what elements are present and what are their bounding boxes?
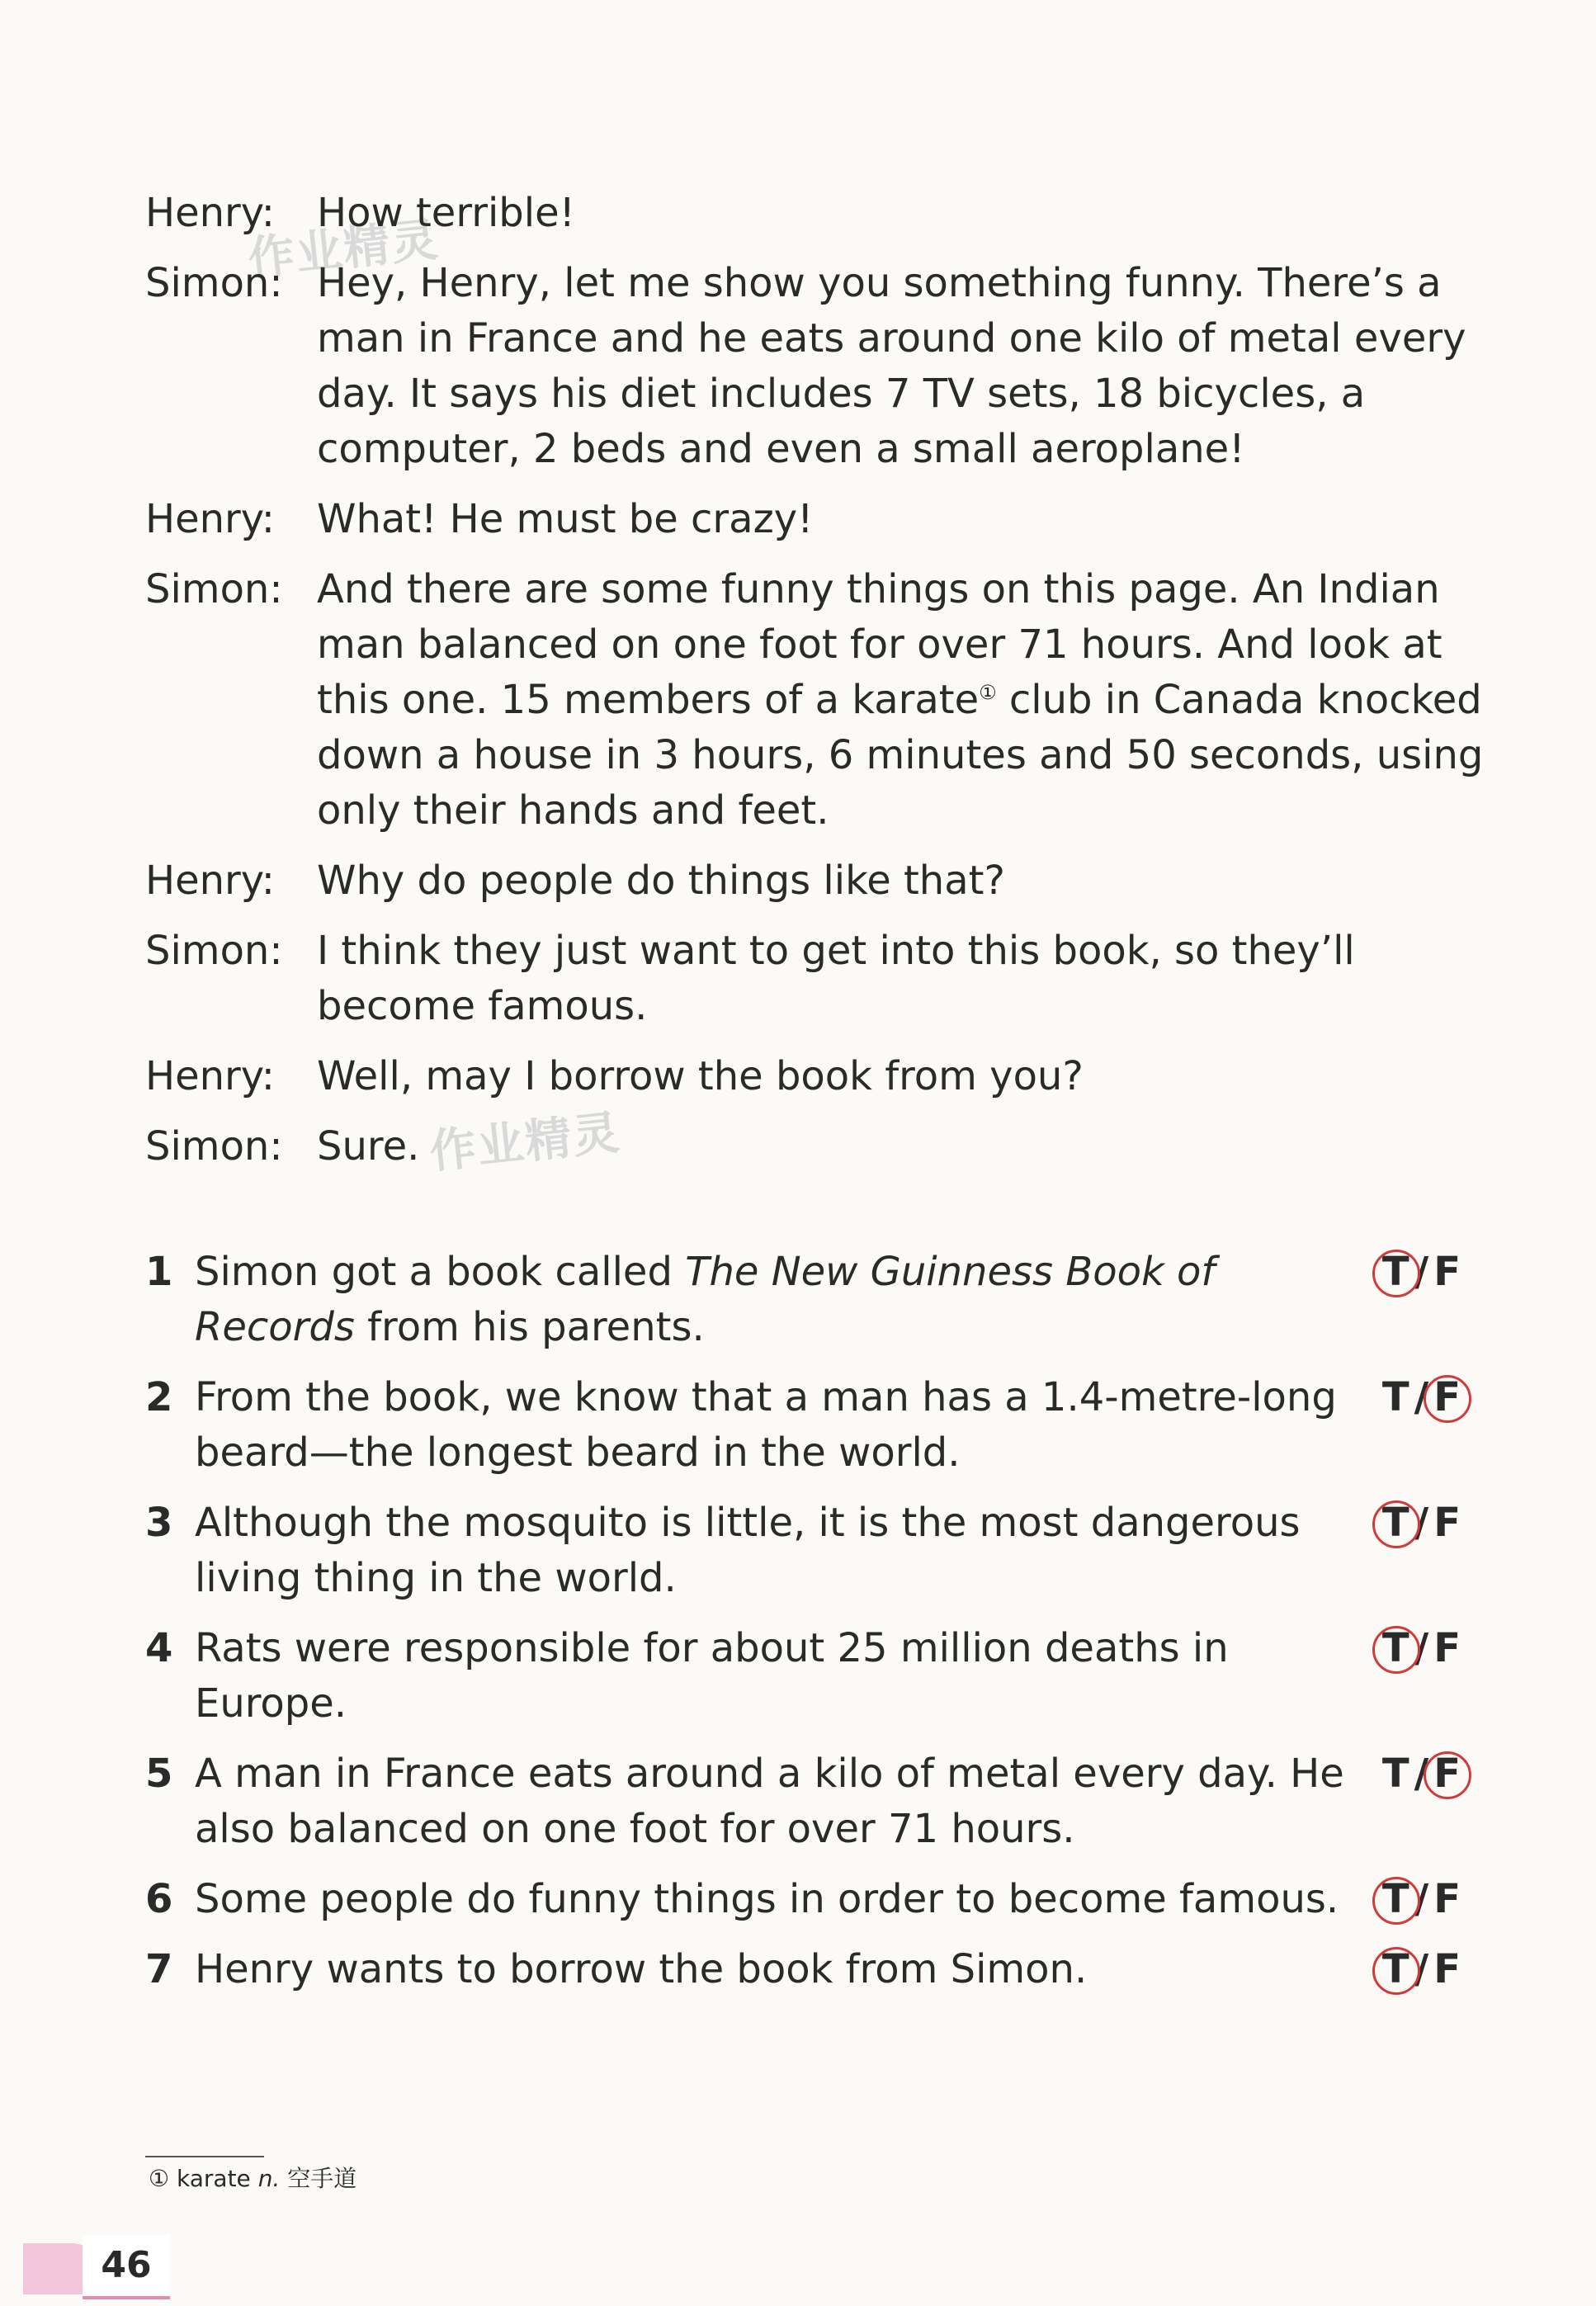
answer-circle (1424, 1375, 1471, 1423)
question-number: 1 (145, 1249, 173, 1295)
true-false-questions (145, 1245, 1499, 2012)
true-false-choice[interactable] (1350, 1370, 1499, 1481)
question-text: Although the mosquito is little, it is the most dangerous living thing in the world. (195, 1500, 1301, 1601)
speaker-label: Henry: (145, 858, 275, 904)
question-text: A man in France eats around a kilo of metal every day. He also balanced on one foot for over 71 hours. (195, 1751, 1344, 1852)
dialogue-line (145, 256, 1499, 477)
answer-circle (1372, 1500, 1420, 1548)
watermark-top: 作业精灵 (245, 213, 442, 286)
true-letter: T (1381, 1500, 1409, 1546)
footnote-mark: ① (149, 2165, 170, 2192)
false-letter: F (1433, 1374, 1461, 1420)
question-number: 7 (145, 1946, 173, 1992)
watermark-middle: 作业精灵 (427, 1106, 624, 1179)
question-item (145, 1496, 1499, 1606)
dialogue-line (145, 924, 1499, 1034)
question-item (145, 1621, 1499, 1732)
true-option[interactable] (1377, 1621, 1414, 1676)
answer-circle (1372, 1947, 1420, 1995)
true-option[interactable] (1377, 1496, 1414, 1551)
dialogue-line (145, 562, 1499, 839)
dialogue-line (145, 1049, 1499, 1104)
choice-separator: / (1414, 1249, 1429, 1295)
question-text: Henry wants to borrow the book from Simon. (195, 1946, 1088, 1992)
dialogue (145, 186, 1499, 1189)
true-letter: T (1381, 1625, 1409, 1671)
speaker-label: Henry: (145, 1053, 275, 1099)
false-option[interactable] (1428, 1621, 1466, 1676)
speech-text: Hey, Henry, let me show you something funny. There’s a man in France and he eats around one kilo of metal every day. It says his diet includes 7 TV sets, 18 bicycles, a computer, 2 beds and even a small aeroplane! (317, 260, 1466, 472)
footnote-meaning: 空手道 (287, 2165, 357, 2192)
footnote-word: karate (177, 2165, 251, 2192)
question-number: 5 (145, 1751, 173, 1797)
choice-separator: / (1414, 1374, 1429, 1420)
false-letter: F (1433, 1946, 1461, 1992)
true-false-choice[interactable] (1350, 1496, 1499, 1606)
true-false-choice[interactable] (1350, 1746, 1499, 1857)
true-option[interactable] (1377, 1872, 1414, 1927)
footnote-reference: ① (979, 681, 997, 704)
speech-text-part: And there are some funny things on this page. An Indian man balanced on one foot for over 71 hours. And look at this one. 15 members of a karate (317, 566, 1443, 723)
footnote-divider (145, 2156, 264, 2157)
false-letter: F (1433, 1876, 1461, 1922)
question-text: Rats were responsible for about 25 million deaths in Europe. (195, 1625, 1229, 1727)
speech-text: What! He must be crazy! (317, 496, 814, 542)
true-false-choice[interactable] (1350, 1942, 1499, 1997)
question-item (145, 1245, 1499, 1355)
choice-separator: / (1414, 1876, 1429, 1922)
choice-separator: / (1414, 1946, 1429, 1992)
answer-circle (1372, 1877, 1420, 1925)
dialogue-line (145, 186, 1499, 241)
question-text-part: Simon got a book called (195, 1249, 686, 1295)
true-letter: T (1381, 1946, 1409, 1992)
dialogue-line (145, 492, 1499, 547)
true-false-choice[interactable] (1350, 1872, 1499, 1927)
speech-text (317, 562, 1499, 839)
footnote (149, 2162, 357, 2195)
speaker-label: Simon: (145, 566, 283, 612)
false-option[interactable] (1428, 1496, 1466, 1551)
true-option[interactable] (1377, 1245, 1414, 1300)
true-letter: T (1381, 1876, 1409, 1922)
false-letter: F (1433, 1249, 1461, 1295)
question-text: From the book, we know that a man has a 1.4-metre-long beard—the longest beard in the world. (195, 1374, 1337, 1476)
true-option[interactable] (1377, 1370, 1414, 1425)
speech-text: I think they just want to get into this book, so they’ll become famous. (317, 928, 1355, 1029)
answer-circle (1372, 1626, 1420, 1674)
false-option[interactable] (1428, 1746, 1466, 1802)
choice-separator: / (1414, 1751, 1429, 1797)
true-option[interactable] (1377, 1942, 1414, 1997)
question-number: 4 (145, 1625, 173, 1671)
question-item (145, 1746, 1499, 1857)
true-letter: T (1381, 1751, 1409, 1797)
false-letter: F (1433, 1751, 1461, 1797)
question-number: 2 (145, 1374, 173, 1420)
answer-circle (1424, 1751, 1471, 1799)
speech-text: Why do people do things like that? (317, 858, 1005, 904)
true-option[interactable] (1377, 1746, 1414, 1802)
false-option[interactable] (1428, 1872, 1466, 1927)
dialogue-line (145, 853, 1499, 909)
false-option[interactable] (1428, 1370, 1466, 1425)
speaker-label: Simon: (145, 260, 283, 306)
page-number: 46 (83, 2235, 170, 2299)
question-item (145, 1370, 1499, 1481)
question-number: 6 (145, 1876, 173, 1922)
speech-text-part: club in Canada knocked down a house in 3 hours, 6 minutes and 50 seconds, using only their hands and feet. (317, 677, 1484, 834)
speech-text: How terrible! (317, 190, 575, 236)
question-text (195, 1245, 1350, 1355)
true-false-choice[interactable] (1350, 1245, 1499, 1355)
false-letter: F (1433, 1500, 1461, 1546)
true-letter: T (1381, 1374, 1409, 1420)
question-item (145, 1872, 1499, 1927)
true-false-choice[interactable] (1350, 1621, 1499, 1732)
false-option[interactable] (1428, 1245, 1466, 1300)
choice-separator: / (1414, 1500, 1429, 1546)
question-number: 3 (145, 1500, 173, 1546)
true-letter: T (1381, 1249, 1409, 1295)
speaker-label: Henry: (145, 496, 275, 542)
answer-circle (1372, 1250, 1420, 1297)
question-item (145, 1942, 1499, 1997)
choice-separator: / (1414, 1625, 1429, 1671)
false-option[interactable] (1428, 1942, 1466, 1997)
question-text-part: from his parents. (354, 1304, 705, 1350)
book-title: The New Guinness Book of Records (195, 1249, 1216, 1350)
speech-text: Well, may I borrow the book from you? (317, 1053, 1084, 1099)
speaker-label: Simon: (145, 928, 283, 974)
speech-text: Sure. (317, 1123, 420, 1170)
speaker-label: Henry: (145, 190, 275, 236)
speaker-label: Simon: (145, 1123, 283, 1170)
false-letter: F (1433, 1625, 1461, 1671)
dialogue-line (145, 1119, 1499, 1174)
footnote-part-of-speech: n. (257, 2165, 281, 2192)
question-text: Some people do funny things in order to become famous. (195, 1876, 1339, 1922)
